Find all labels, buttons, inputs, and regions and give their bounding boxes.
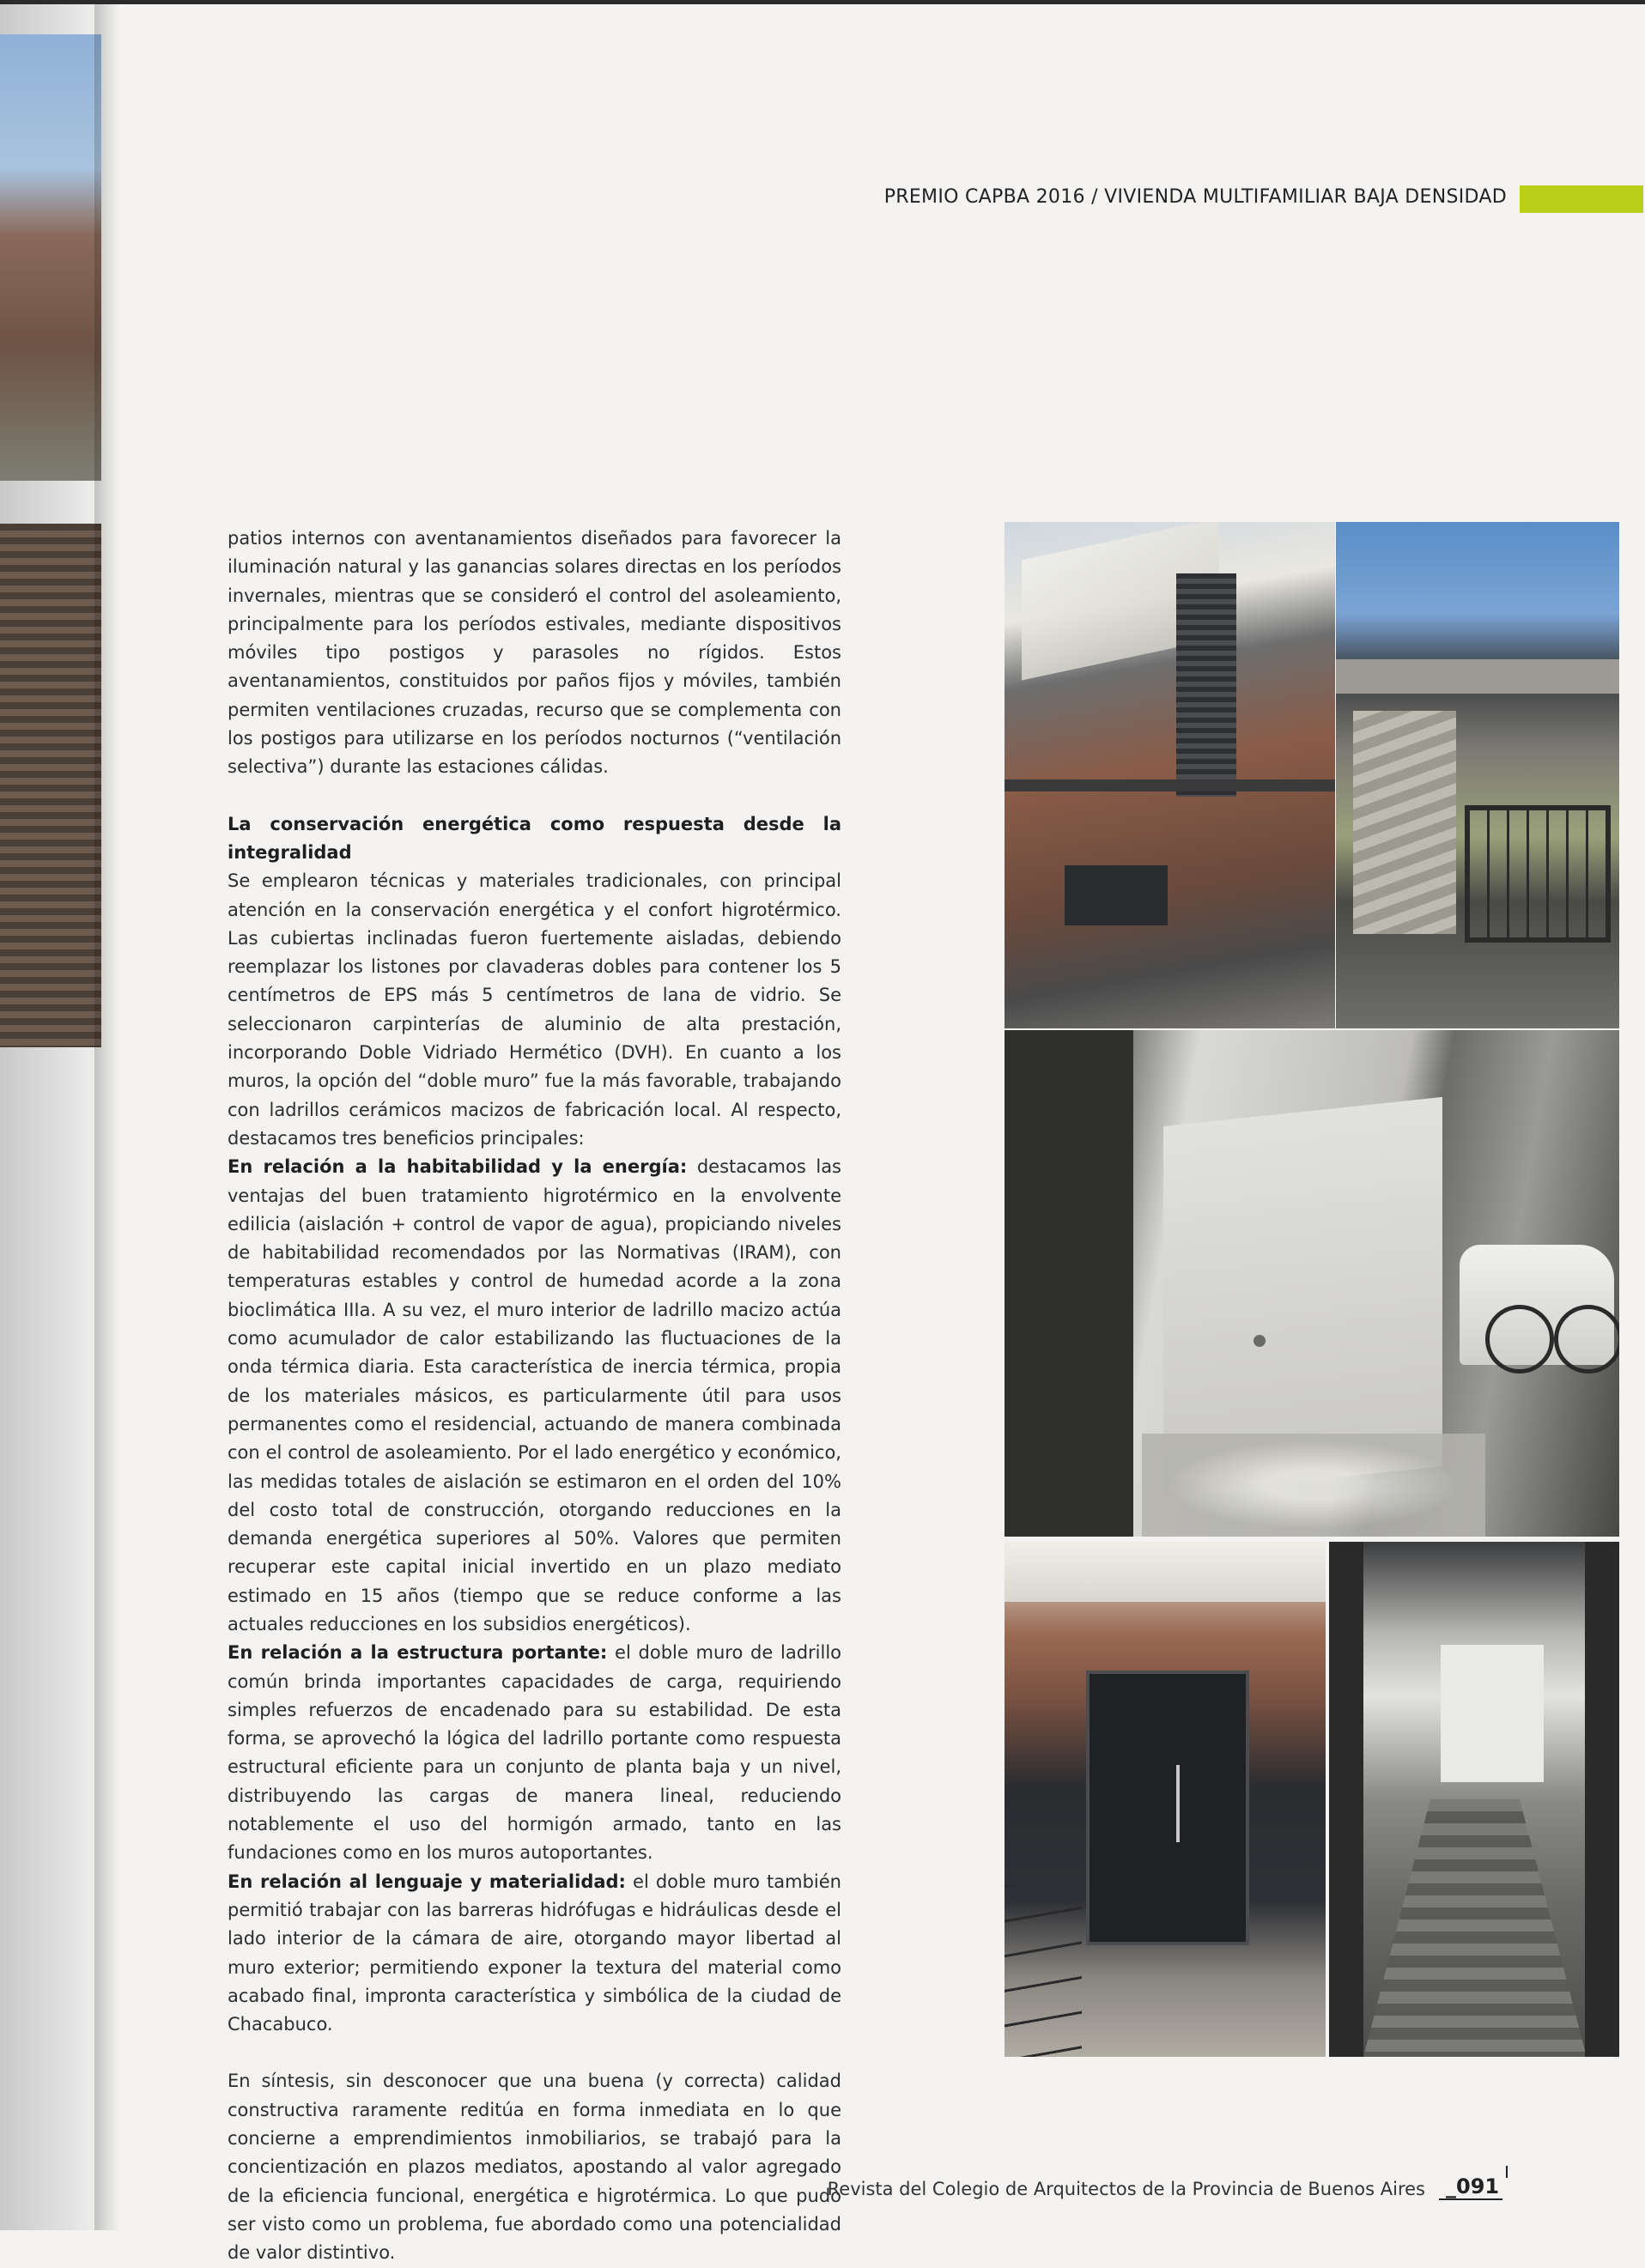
text-column (228, 525, 841, 2268)
page-number-tick (1506, 2166, 1508, 2178)
binding-shadow (94, 0, 120, 2230)
gutter-photo-shutters (0, 524, 101, 1047)
paragraph-intro: patios internos con aventanamientos diseñados para favorecer la iluminación natural y las ganancias solares directas en los períodos invernales, mientras que se consideró el control del asoleamiento, principalmente para los períodos estivales, mediante dispositivos móviles tipo postigos y parasoles no rígidos. Estos aventanamientos, constituidos por paños fijos y móviles, también permiten ventilaciones cruzadas, recurso que se complementa con los postigos para utilizarse en los períodos nocturnos (“ventilación selectiva”) durante las estaciones cálidas. (228, 528, 841, 778)
page-number: _091 (1439, 2174, 1502, 2200)
paragraph-synthesis: En síntesis, sin desconocer que una buena (y correcta) calidad constructiva raramente reditúa en forma inmediata en lo que concierne a emprendimientos inmobiliarios, se trabajó para la concientización en plazos mediatos, apostando al valor agregado de la eficiencia funcional, energética e higrotérmica. Lo que pudo ser visto como un problema, fue abordado como una potencialidad de valor distintivo. (228, 2071, 841, 2264)
top-rule (0, 0, 1645, 4)
previous-page-gutter (0, 0, 107, 2230)
header-accent-bar (1520, 185, 1643, 213)
gutter-photo-facade (0, 34, 101, 481)
photo-brick-facade-awning (1005, 522, 1335, 1028)
paragraph-structure (228, 1639, 841, 1867)
photo-entrance-door (1005, 1542, 1326, 2057)
section-header: PREMIO CAPBA 2016 / VIVIENDA MULTIFAMILIAR BAJA DENSIDAD (883, 186, 1507, 208)
section-heading: La conservación energética como respuesta desde la integralidad (228, 813, 841, 863)
photo-stair-and-gate (1336, 522, 1619, 1028)
paragraph-materiality (228, 1868, 841, 2040)
lead-materiality: En relación al lenguaje y materialidad: (228, 1871, 626, 1892)
text-structure: el doble muro de ladrillo común brinda importantes capacidades de carga, requiriendo simples refuerzos de encadenado para su estabilidad. De esta forma, se aprovechó la lógica del ladrillo portante como respuesta estructural eficiente para un conjunto de planta baja y un nivel, distribuyendo las cargas de manera lineal, reduciendo notablemente el uso del hormigón armado, tanto en las fundaciones como en los muros autoportantes. (228, 1642, 842, 1864)
lead-habitability: En relación a la habitabilidad y la energía: (228, 1156, 688, 1178)
paragraph-habitability (228, 1153, 841, 1639)
text-habitability: destacamos las ventajas del buen tratamiento higrotérmico en la envolvente edilicia (aislación + control de vapor de agua), propiciando niveles de habitabilidad recomendados por las Normativas (IRAM), con temperaturas estables y control de humedad acorde a la zona bioclimática IIIa. A su vez, el muro interior de ladrillo macizo actúa como acumulador de calor estabilizando las fluctuaciones de la onda térmica diaria. Esta característica de inercia térmica, propia de los materiales másicos, es particularmente útil para usos permanentes como el residencial, actuando de manera combinada con el control de asoleamiento. Por el lado energético y económico, las medidas totales de aislación se estimaron en el orden del 10% del costo total de construcción, otorgando reducciones en la demanda energética superiores al 50%. Valores que permiten recuperar este capital inicial invertido en un plazo mediato estimado en 15 años (tiempo que se reduce conforme a las actuales reducciones en los subsidios energéticos). (228, 1156, 842, 1634)
lead-structure: En relación a la estructura portante: (228, 1642, 608, 1664)
photo-stair-corridor (1329, 1542, 1619, 2057)
paragraph-techniques: Se emplearon técnicas y materiales tradicionales, con principal atención en la conservación energética y el confort higrotérmico. Las cubiertas inclinadas fueron fuertemente aisladas, debiendo reemplazar los listones por clavaderas dobles para contener los 5 centímetros de EPS más 5 centímetros de lana de vidrio. Se seleccionaron carpinterías de aluminio de alta prestación, incorporando Doble Vidriado Hermético (DVH). En cuanto a los muros, la opción del “doble muro” fue la más favorable, trabajando con ladrillos cerámicos macizos de fabricación local. Al respecto, destacamos tres beneficios principales: (228, 870, 841, 1149)
photo-white-panel-bicycle (1005, 1030, 1619, 1537)
footer-publication: Revista del Colegio de Arquitectos de la Provincia de Buenos Aires (827, 2179, 1425, 2199)
text-materiality: el doble muro también permitió trabajar con las barreras hidrófugas e hidráulicas desde el lado interior de la cámara de aire, otorgando mayor libertad al muro exterior; permitiendo exponer la textura del material como acabado final, impronta característica y simbólica de la ciudad de Chacabuco. (228, 1871, 841, 2035)
